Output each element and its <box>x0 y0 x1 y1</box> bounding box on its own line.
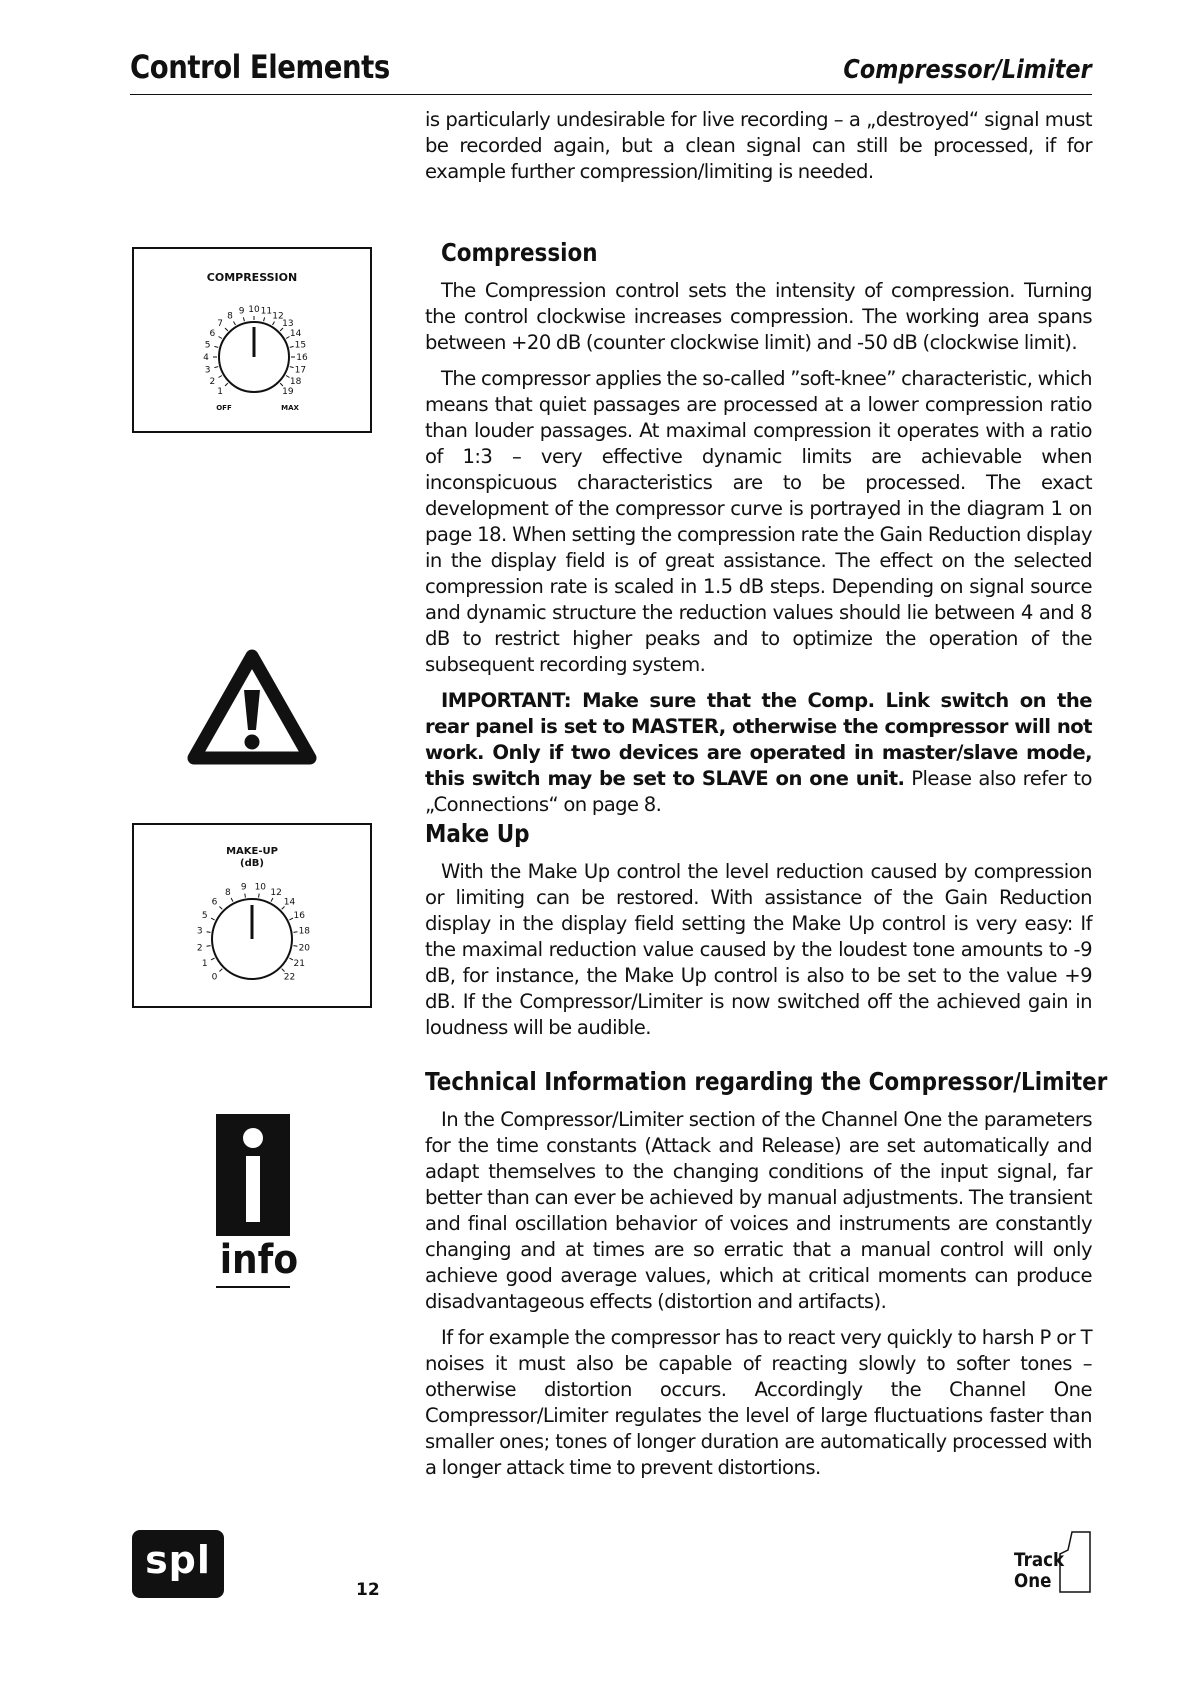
makeup-knob-tick-label: 14 <box>283 897 296 908</box>
makeup-knob-tick-label: 6 <box>211 897 218 908</box>
compression-knob-tick-label: 7 <box>217 319 223 330</box>
compression-knob-tick-label: 14 <box>289 329 302 339</box>
makeup-knob-tick <box>289 958 293 960</box>
compression-knob-tick-label: 3 <box>204 365 211 376</box>
makeup-knob-tick-label: 1 <box>201 959 208 970</box>
compression-knob-panel <box>132 247 372 433</box>
compression-heading: Compression <box>441 238 598 267</box>
technical-info-paragraph-1: In the Compressor/Limiter section of the Channel One the parameters for the time constants (Attack and Release) are set automatically and adapt themselves to the changing conditions of the input signal, far better than can ever be achieved by manual adjustments. The transient and final oscillation behavior of voices and instruments are constantly changing and at times are so erratic that a manual control will only achieve good average values, which at critical moments can produce disadvantageous effects (distortion and artifacts). <box>425 1108 1092 1313</box>
compression-knob-tick-label: 15 <box>294 340 307 351</box>
makeup-knob-tick-label: 16 <box>293 910 305 921</box>
makeup-knob-tick-label: 21 <box>293 959 305 970</box>
compression-knob-tick-label: 13 <box>282 319 294 330</box>
makeup-knob-unit: (dB) <box>240 858 264 869</box>
makeup-knob-tick <box>207 946 211 947</box>
compression-knob-tick-label: 19 <box>282 386 294 397</box>
makeup-knob-tick-label: 9 <box>240 882 247 893</box>
compression-knob-tick-label: 1 <box>217 386 223 397</box>
compression-knob-tick-label: 8 <box>227 311 233 322</box>
warning-icon <box>186 648 318 766</box>
makeup-knob-tick <box>219 906 222 909</box>
info-icon-label: info <box>219 1237 299 1283</box>
makeup-knob-label: MAKE-UP <box>226 846 278 857</box>
page-number: 12 <box>356 1580 380 1600</box>
header-section-title: Control Elements <box>130 48 390 86</box>
intro-paragraph: is particularly undesirable for live recording – a „destroyed“ signal must be recorded again, but a clean signal can still be processed, if for example further compression/limiting is needed. <box>425 108 1092 183</box>
compression-knob-tick-label: 2 <box>209 377 216 387</box>
compression-knob-tick-label: 6 <box>209 329 216 339</box>
compression-knob-tick <box>218 376 221 378</box>
compression-knob-tick <box>234 321 236 324</box>
compression-knob-tick-label: 5 <box>204 340 211 351</box>
compression-knob-tick-label: 12 <box>272 311 284 322</box>
makeup-knob-tick-label: 0 <box>211 972 218 983</box>
important-note-bold: IMPORTANT: Make sure that the Comp. Link switch on the rear panel is set to MASTER, otherwise the compressor will not work. Only if two devices are operated in master/slave mode, this switch may be set to SLAVE on one unit. <box>425 689 1092 790</box>
makeup-knob-tick <box>219 969 222 972</box>
technical-info-heading: Technical Information regarding the Compressor/Limiter <box>425 1067 1108 1096</box>
compression-paragraph-2: The compressor applies the so-called ”soft-knee” characteristic, which means that quiet passages are processed at a lower compression ratio than louder passages. At maximal compression it operates with a ratio of 1:3 – very effective dynamic limits are achievable when inconspicuous characteristics are to be processed. The exact development of the compressor curve is portrayed in the diagram 1 on page 18. When setting the compression rate the Gain Reduction display in the display field is of great assistance. The effect on the selected compression rate is scaled in 1.5 dB steps. Depending on signal source and dynamic structure the reduction values should lie between 4 and 8 dB to restrict higher peaks and to optimize the operation of the subsequent recording system. <box>425 367 1092 676</box>
makeup-heading: Make Up <box>425 819 530 848</box>
compression-knob-tick <box>218 337 221 339</box>
makeup-knob-panel <box>132 823 372 1008</box>
makeup-knob-tick <box>271 898 273 902</box>
makeup-knob-tick <box>211 958 215 960</box>
makeup-paragraph: With the Make Up control the level reduction caused by compression or limiting can be restored. With assistance of the Gain Reduction display in the display field setting the Make Up control is very easy: If the maximal reduction value caused by the loudest tone amounts to -9 dB, for instance, the Make Up control is also to be set to the value +9 dB. If the Compressor/Limiter is now switched off the achieved gain in loudness will be audible. <box>425 860 1092 1039</box>
makeup-knob-tick <box>282 969 285 972</box>
compression-knob-tick-label: 11 <box>260 306 273 317</box>
compression-knob-tick <box>225 383 228 386</box>
compression-knob-tick-label: 18 <box>289 377 302 387</box>
compression-knob-tick <box>290 367 294 368</box>
makeup-knob-tick <box>289 918 293 920</box>
compression-knob-max-label: MAX <box>281 404 299 412</box>
compression-knob-tick <box>243 317 244 321</box>
track-one-logo-line-2: One <box>1014 1570 1052 1592</box>
track-one-logo-text <box>1014 1550 1064 1592</box>
spl-logo-text: spl <box>145 1538 211 1582</box>
compression-knob-tick-label: 9 <box>238 306 245 317</box>
makeup-knob-tick-label: 5 <box>201 910 208 921</box>
makeup-knob-graphic <box>134 825 370 1006</box>
compression-knob-tick-label: 16 <box>296 353 308 363</box>
important-note-reference: Please also refer to „Connections“ on page 8. <box>425 767 1092 816</box>
makeup-knob-tick-label: 3 <box>196 926 203 937</box>
makeup-knob-tick-label: 10 <box>254 882 267 893</box>
makeup-knob-tick-label: 22 <box>283 972 296 983</box>
compression-knob-graphic <box>134 249 370 431</box>
compression-knob-tick <box>264 317 265 321</box>
makeup-knob-tick-label: 20 <box>298 943 311 954</box>
makeup-knob-tick <box>293 932 297 933</box>
compression-paragraph-1: The Compression control sets the intensity of compression. Turning the control clockwise increases compression. The working area spans between +20 dB (counter clockwise limit) and -50 dB (clockwise limit). <box>425 279 1092 354</box>
technical-info-section <box>425 1067 1108 1481</box>
makeup-knob-tick <box>259 894 260 898</box>
info-icon-underline <box>216 1286 290 1288</box>
compression-knob-tick <box>273 321 275 324</box>
compression-knob-min-label: OFF <box>216 404 232 412</box>
track-one-logo-line-1: Track <box>1014 1549 1065 1571</box>
compression-knob-tick <box>214 367 218 368</box>
makeup-knob-tick <box>231 898 233 902</box>
intro-block <box>425 107 1092 185</box>
technical-info-paragraph-2: If for example the compressor has to react very quickly to harsh P or T noises it must also be capable of reacting slowly to softer tones – otherwise distortion occurs. Accordingly the Channel One Compressor/Limiter regulates the level of large fluctuations faster than smaller ones; tones of longer duration are automatically processed with a longer attack time to prevent distortions. <box>425 1326 1092 1479</box>
makeup-knob-tick <box>207 932 211 933</box>
compression-section <box>425 238 1092 818</box>
compression-knob-tick-label: 4 <box>203 353 209 363</box>
compression-knob-tick-label: 10 <box>248 305 260 315</box>
compression-knob-tick <box>214 346 218 347</box>
header-divider <box>130 94 1092 95</box>
makeup-knob-tick <box>211 918 215 920</box>
info-icon <box>216 1114 299 1292</box>
compression-knob-label: COMPRESSION <box>206 271 298 284</box>
makeup-knob-tick <box>293 946 297 947</box>
important-note <box>425 688 1092 818</box>
compression-knob-tick <box>280 383 283 386</box>
compression-knob-tick <box>290 346 294 347</box>
spl-logo <box>132 1530 224 1598</box>
track-one-logo <box>1012 1528 1094 1600</box>
compression-knob-tick-label: 17 <box>294 365 307 376</box>
makeup-knob-tick <box>245 894 246 898</box>
compression-knob-tick <box>225 328 228 331</box>
makeup-section <box>425 819 1092 1041</box>
makeup-knob-tick-label: 2 <box>196 943 203 954</box>
makeup-knob-tick-label: 18 <box>298 926 311 937</box>
makeup-knob-tick-label: 8 <box>225 887 231 898</box>
header-chapter-title: Compressor/Limiter <box>843 55 1092 85</box>
makeup-knob-tick-label: 12 <box>270 887 282 898</box>
